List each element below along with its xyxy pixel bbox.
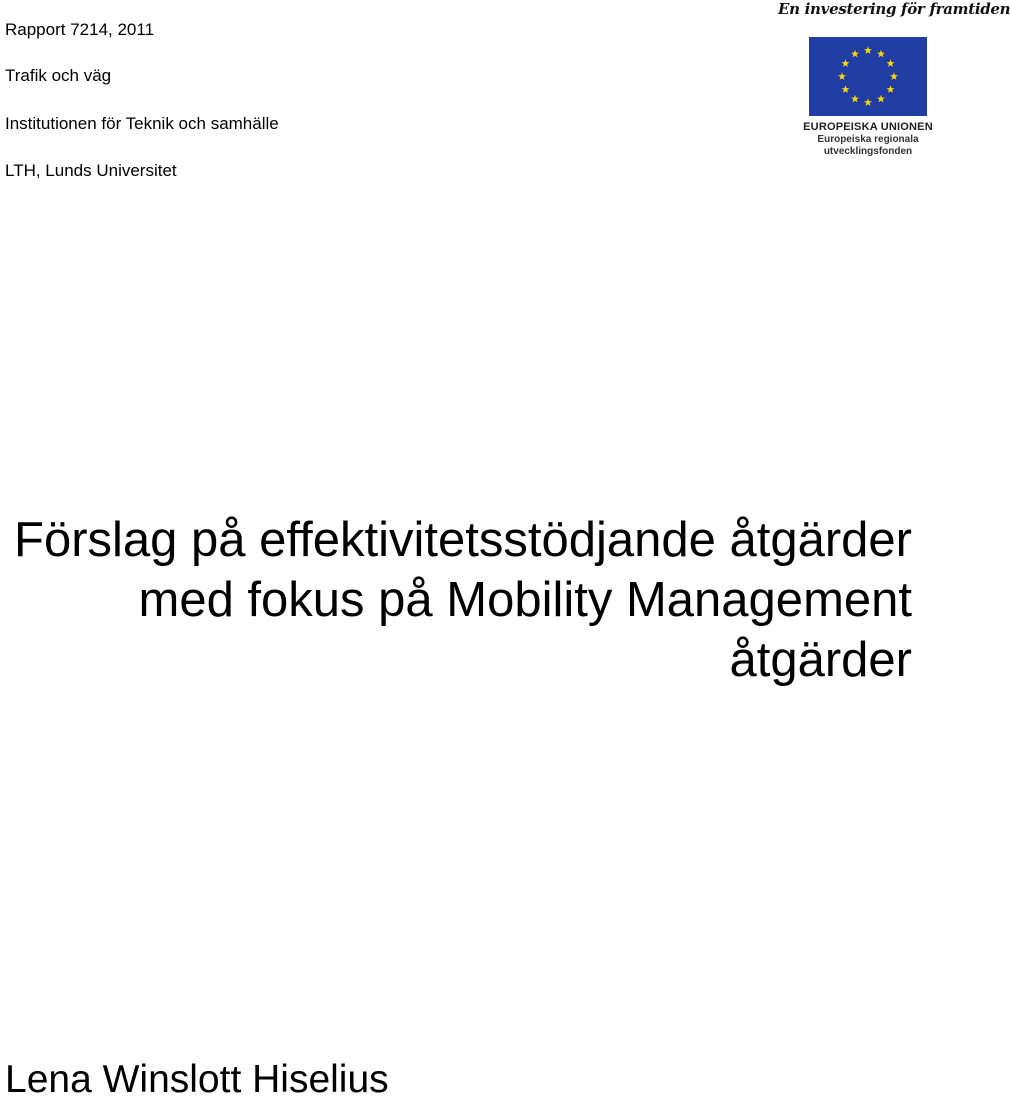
title-line-2: med fokus på Mobility Management	[138, 573, 912, 627]
eu-fund-line1: Europeiska regionala	[817, 134, 919, 145]
institution-name: Institutionen för Teknik och samhälle	[5, 114, 279, 133]
eu-fund-line2: utvecklingsfonden	[823, 146, 913, 157]
title-line-1: Förslag på effektivitetsstödjande åtgärder	[14, 513, 912, 567]
author-name: Lena Winslott Hiselius	[5, 1058, 389, 1101]
eu-union-label: EUROPEISKA UNIONEN	[803, 121, 933, 133]
university-name: LTH, Lunds Universitet	[5, 161, 177, 180]
eu-flag-icon	[809, 37, 927, 116]
division-name: Trafik och väg	[5, 66, 112, 85]
title-line-3: åtgärder	[729, 633, 912, 687]
report-title	[14, 510, 912, 690]
eu-logo	[772, 0, 1010, 160]
eu-tagline: En investering för framtiden	[778, 0, 1010, 18]
report-number: Rapport 7214, 2011	[5, 20, 155, 39]
